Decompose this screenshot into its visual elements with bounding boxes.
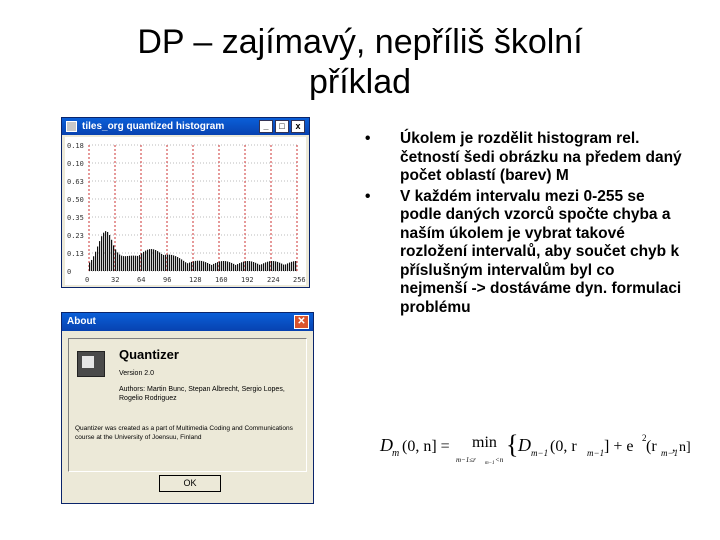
histogram-bar xyxy=(99,241,100,271)
histogram-bar xyxy=(285,264,286,271)
bullet-glyph: • xyxy=(365,130,371,147)
histogram-bar xyxy=(253,262,254,271)
histogram-bar xyxy=(177,257,178,271)
histogram-bar xyxy=(129,256,130,271)
histogram-bar xyxy=(237,264,238,271)
window-app-icon xyxy=(66,121,77,132)
histogram-bar xyxy=(211,265,212,271)
formula-term1-args-sub: m−1 xyxy=(587,448,605,458)
histogram-bar xyxy=(93,256,94,271)
x-tick-label: 32 xyxy=(111,276,120,284)
histogram-bar xyxy=(233,264,234,271)
histogram-bar xyxy=(117,252,118,271)
slide-title-line-2: příklad xyxy=(308,63,412,101)
histogram-bar xyxy=(127,256,128,271)
histogram-bar xyxy=(171,255,172,271)
histogram-bar xyxy=(153,249,154,271)
bullet-item xyxy=(365,188,685,318)
histogram-bar xyxy=(239,263,240,271)
histogram-bar xyxy=(205,262,206,271)
y-tick-label: 0.50 xyxy=(67,196,84,204)
histogram-bar xyxy=(215,263,216,271)
histogram-bar xyxy=(275,261,276,271)
histogram-bar xyxy=(91,260,92,271)
slide-title-line-1: DP – zajímavý, nepříliš školní xyxy=(137,23,583,61)
histogram-bar xyxy=(119,254,120,271)
histogram-bar xyxy=(157,251,158,271)
histogram-bar xyxy=(193,261,194,271)
histogram-bar xyxy=(291,262,292,271)
ok-button[interactable]: OK xyxy=(159,475,221,492)
histogram-bar xyxy=(243,262,244,271)
y-tick-label: 0 xyxy=(67,268,72,276)
histogram-bar xyxy=(101,236,102,271)
bullet-text: Úkolem je rozdělit histogram rel. četností šedi obrázku na předem daný počet oblastí (barev) M xyxy=(400,130,682,184)
histogram-bar xyxy=(225,261,226,271)
histogram-bar xyxy=(165,255,166,271)
bullet-text: V každém intervalu mezi 0-255 se podle daných vzorců spočte chyba a naším úkolem je vybrat takové rozložení intervalů, aby součet chyb k příslušným intervalům byl co nejmenší -> dostáváme dyn. formulaci problému xyxy=(400,187,682,316)
formula-term2-args: (r xyxy=(646,438,657,455)
histogram-bar xyxy=(295,261,296,271)
histogram-bar xyxy=(95,252,96,271)
histogram-bar xyxy=(187,263,188,271)
minimize-icon[interactable]: _ xyxy=(259,120,273,133)
histogram-bar xyxy=(191,262,192,271)
histogram-bar xyxy=(259,265,260,271)
app-name: Quantizer xyxy=(119,347,179,362)
x-tick-label: 160 xyxy=(215,276,228,284)
histogram-bar xyxy=(115,250,116,271)
histogram-bar xyxy=(183,261,184,271)
quantizer-logo-icon xyxy=(77,351,105,377)
formula-min: min xyxy=(472,434,497,451)
y-tick-label: 0.23 xyxy=(67,232,84,240)
histogram-bar xyxy=(173,255,174,271)
y-tick-label: 0.63 xyxy=(67,178,84,186)
histogram-bar xyxy=(247,261,248,271)
x-tick-label: 128 xyxy=(189,276,202,284)
histogram-bar xyxy=(269,261,270,271)
histogram-bar xyxy=(213,264,214,271)
histogram-bar xyxy=(163,255,164,271)
histogram-window xyxy=(61,117,310,288)
formula-brace-left: { xyxy=(506,430,519,459)
histogram-bar xyxy=(111,240,112,271)
formula-term2-sup: 2 xyxy=(642,433,647,443)
formula-term2-close: , n] xyxy=(672,440,691,455)
formula-min-sub2: m−1 xyxy=(485,461,495,466)
histogram-bar xyxy=(151,249,152,271)
histogram-bar xyxy=(131,256,132,271)
y-tick-label: 0.18 xyxy=(67,142,84,150)
histogram-bar xyxy=(241,262,242,271)
bullet-list xyxy=(365,130,685,319)
histogram-bar xyxy=(273,261,274,271)
histogram-bar xyxy=(97,247,98,271)
histogram-bar xyxy=(89,262,90,271)
histogram-svg xyxy=(65,137,306,285)
histogram-bar xyxy=(217,262,218,271)
histogram-bar xyxy=(201,261,202,271)
about-content xyxy=(68,338,307,472)
histogram-bar xyxy=(179,258,180,271)
histogram-bar xyxy=(235,265,236,271)
y-tick-label: 0.13 xyxy=(67,250,84,258)
histogram-bar xyxy=(257,264,258,271)
close-icon[interactable]: x xyxy=(291,120,305,133)
histogram-bar xyxy=(209,264,210,271)
formula-term1-close: ] + e xyxy=(604,438,634,455)
histogram-bar xyxy=(281,264,282,271)
bullet-glyph: • xyxy=(365,187,371,205)
x-tick-label: 224 xyxy=(267,276,280,284)
histogram-bar xyxy=(271,261,272,271)
histogram-bar xyxy=(199,261,200,271)
histogram-bar xyxy=(283,265,284,271)
histogram-bar xyxy=(175,256,176,271)
x-tick-label: 192 xyxy=(241,276,254,284)
histogram-bar xyxy=(135,256,136,271)
histogram-bar xyxy=(203,261,204,271)
histogram-bar xyxy=(189,263,190,271)
histogram-bar xyxy=(181,259,182,271)
y-tick-label: 0.35 xyxy=(67,214,84,222)
histogram-bar xyxy=(121,256,122,271)
histogram-bar xyxy=(143,252,144,271)
x-tick-label: 96 xyxy=(163,276,172,284)
histogram-bar xyxy=(265,262,266,271)
histogram-bar xyxy=(185,262,186,271)
histogram-bar xyxy=(105,231,106,271)
histogram-bar xyxy=(219,262,220,271)
about-titlebar[interactable] xyxy=(62,313,313,331)
formula-lhs-args: (0, n] = xyxy=(402,438,450,455)
histogram-bar xyxy=(293,261,294,271)
histogram-bar xyxy=(123,256,124,271)
histogram-bar xyxy=(251,261,252,271)
histogram-bar xyxy=(159,252,160,271)
formula-term1-args: (0, r xyxy=(550,438,577,455)
histogram-bar xyxy=(245,261,246,271)
histogram-bar xyxy=(221,261,222,271)
histogram-bar xyxy=(147,250,148,271)
formula-min-sub: m−1≤r xyxy=(456,456,476,464)
formula-lhs-sub: m xyxy=(392,448,400,459)
histogram-bar xyxy=(167,255,168,271)
histogram-bar xyxy=(107,232,108,271)
app-authors: Authors: Martin Bunc, Stepan Albrecht, Sergio Lopes, Rogelio Rodriguez xyxy=(119,386,285,402)
x-tick-label: 64 xyxy=(137,276,146,284)
formula-lhs: D xyxy=(380,435,393,455)
histogram-bar xyxy=(261,264,262,271)
about-title: About xyxy=(67,316,96,327)
histogram-bar xyxy=(287,263,288,271)
histogram-bar xyxy=(137,256,138,271)
formula-term2-args-sub: m−1 xyxy=(661,448,679,458)
histogram-window-titlebar[interactable] xyxy=(62,118,309,135)
histogram-bar xyxy=(169,255,170,271)
histogram-bar xyxy=(155,250,156,271)
histogram-bar xyxy=(197,261,198,271)
histogram-window-title: tiles_org quantized histogram xyxy=(82,121,225,132)
about-dialog xyxy=(61,312,314,504)
histogram-bar xyxy=(141,253,142,271)
formula-term1-sub: m−1 xyxy=(531,448,549,458)
histogram-bar xyxy=(279,263,280,271)
histogram-bar xyxy=(249,261,250,271)
histogram-bar xyxy=(231,263,232,271)
histogram-plot xyxy=(65,137,306,285)
histogram-bar xyxy=(103,233,104,271)
histogram-bar xyxy=(125,256,126,271)
histogram-bar xyxy=(139,255,140,271)
recurrence-formula xyxy=(378,425,691,467)
histogram-bar xyxy=(223,261,224,271)
app-credit: Quantizer was created as a part of Multimedia Coding and Communications course at the University of Joensuu, Finland xyxy=(75,425,293,441)
y-tick-label: 0.10 xyxy=(67,160,84,168)
bullet-item xyxy=(365,130,685,186)
histogram-bar xyxy=(207,263,208,271)
x-tick-label: 256 xyxy=(293,276,306,284)
formula-term1: D xyxy=(518,435,531,455)
histogram-bar xyxy=(263,263,264,271)
histogram-bar xyxy=(109,235,110,271)
histogram-bar xyxy=(113,245,114,271)
maximize-icon[interactable]: □ xyxy=(275,120,289,133)
histogram-bar xyxy=(255,263,256,271)
histogram-bar xyxy=(149,249,150,271)
histogram-bar xyxy=(227,262,228,271)
formula-min-sub3: <n xyxy=(495,456,504,464)
histogram-bar xyxy=(277,262,278,271)
histogram-bar xyxy=(133,256,134,271)
app-version: Version 2.0 xyxy=(119,370,155,377)
histogram-bar xyxy=(195,261,196,271)
histogram-bar xyxy=(161,254,162,271)
histogram-bar xyxy=(145,251,146,271)
x-tick-label: 0 xyxy=(85,276,90,284)
histogram-bar xyxy=(229,262,230,271)
histogram-bar xyxy=(267,262,268,271)
close-icon[interactable]: ✕ xyxy=(294,315,309,329)
slide-title xyxy=(40,22,680,102)
histogram-bar xyxy=(289,263,290,271)
